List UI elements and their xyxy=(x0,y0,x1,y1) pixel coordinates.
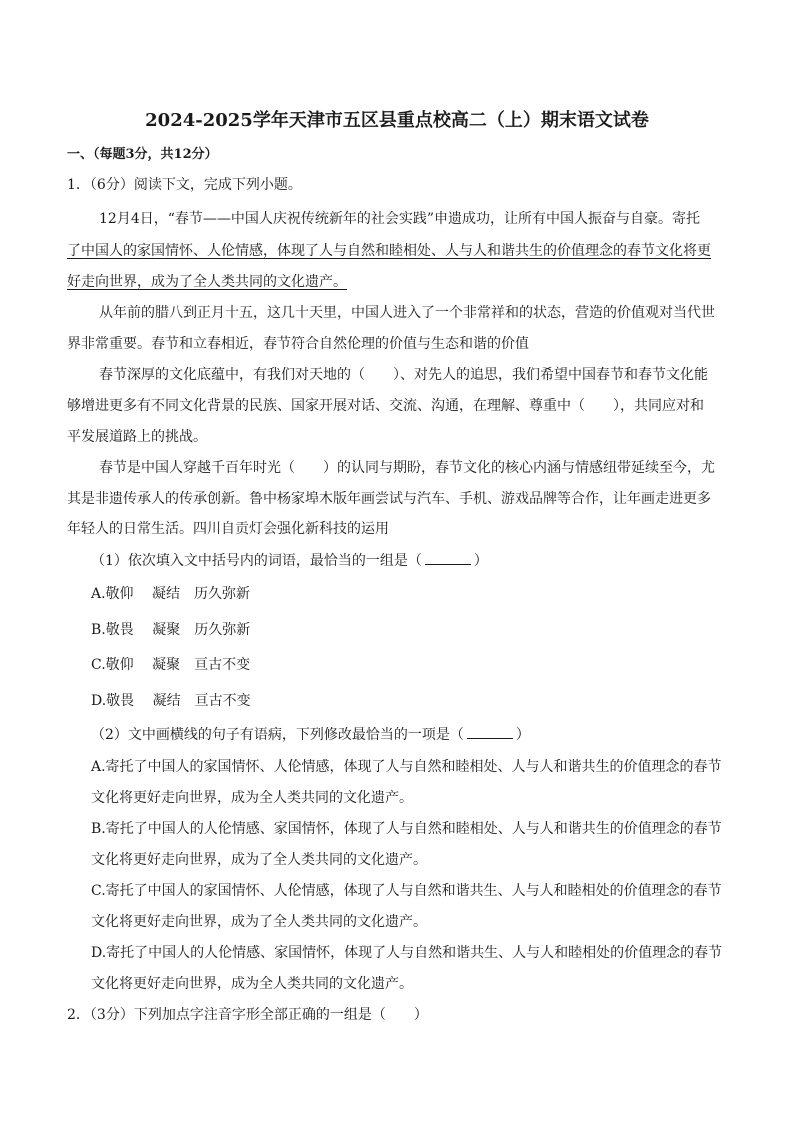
question-1-stem: 1．（6分）阅读下文，完成下列小题。 xyxy=(67,177,302,193)
option-d-line: 文化将更好走向世界，成为全人类共同的文化遗产。 xyxy=(91,976,413,992)
section-heading: 一、（每题3分，共12分） xyxy=(67,147,218,162)
passage-line: 年轻人的日常生活。四川自贡灯会强化新科技的运用 xyxy=(67,521,389,537)
option-a: A.敬仰 凝结 历久弥新 xyxy=(91,586,251,602)
option-c-line: 文化将更好走向世界，成为了全人类共同的文化遗产。 xyxy=(91,914,427,930)
answer-blank[interactable] xyxy=(425,552,471,565)
passage-line: 界非常重要。春节和立春相近，春节符合自然伦理的价值与生态和谐的价值 xyxy=(67,336,529,352)
passage-line: 春节是中国人穿越千百年时光（ ）的认同与期盼，春节文化的核心内涵与情感纽带延续至今，尤 xyxy=(99,460,715,476)
option-a-line: 文化将更好走向世界，成为全人类共同的文化遗产。 xyxy=(91,790,413,806)
page-title: 2024-2025学年天津市五区县重点校高二（上）期末语文试卷 xyxy=(145,110,649,131)
option-b: B.敬畏 凝聚 历久弥新 xyxy=(91,622,251,638)
passage-line: 春节深厚的文化底蕴中，有我们对天地的（ ）、对先人的追思，我们希望中国春节和春节文化能 xyxy=(99,367,708,383)
question-2-stem: 2．（3分）下列加点字注音字形全部正确的一组是（ ） xyxy=(67,1007,428,1023)
answer-blank[interactable] xyxy=(467,726,513,739)
option-d: D.敬畏 凝结 亘古不变 xyxy=(91,693,251,709)
underlined-sentence-line: 了中国人的家国情怀、人伦情感，体现了人与自然和睦相处、人与人和谐共生的价值理念的春节文化将更 xyxy=(67,243,711,259)
option-d-line: D.寄托了中国人的人伦情感、家国情怀，体现了人与自然和谐共生、人与人和睦相处的价值理念的春节 xyxy=(91,945,723,961)
underlined-sentence-line: 好走向世界，成为了全人类共同的文化遗产。 xyxy=(67,274,347,290)
option-b-line: B.寄托了中国人的人伦情感、家国情怀，体现了人与自然和睦相处、人与人和谐共生的价值理念的春节 xyxy=(91,821,722,837)
sub-question-2-stem: （2）文中画横线的句子有语病，下列修改最恰当的一项是（ ） xyxy=(91,727,530,743)
passage-line: 平发展道路上的挑战。 xyxy=(67,429,207,445)
passage-line: 从年前的腊八到正月十五，这几十天里，中国人进入了一个非常祥和的状态，营造的价值观对当代世 xyxy=(99,305,715,321)
option-b-line: 文化将更好走向世界，成为了全人类共同的文化遗产。 xyxy=(91,852,427,868)
sub-question-1-stem: （1）依次填入文中括号内的词语，最恰当的一组是（ ） xyxy=(91,553,488,569)
passage-line: 其是非遗传承人的传承创新。鲁中杨家埠木版年画尝试与汽车、手机、游戏品牌等合作，让年画走进更多 xyxy=(67,491,711,507)
option-c-line: C.寄托了中国人的家国情怀、人伦情感，体现了人与自然和谐共生、人与人和睦相处的价值理念的春节 xyxy=(91,883,722,899)
option-a-line: A.寄托了中国人的家国情怀、人伦情感，体现了人与自然和睦相处、人与人和谐共生的价值理念的春节 xyxy=(91,759,722,775)
option-c: C.敬仰 凝聚 亘古不变 xyxy=(91,657,251,673)
passage-line: 12月4日，“春节——中国人庆祝传统新年的社会实践”申遗成功，让所有中国人振奋与自豪。寄托 xyxy=(99,211,701,227)
passage-line: 够增进更多有不同文化背景的民族、国家开展对话、交流、沟通，在理解、尊重中（ ），共同应对和 xyxy=(67,398,704,414)
